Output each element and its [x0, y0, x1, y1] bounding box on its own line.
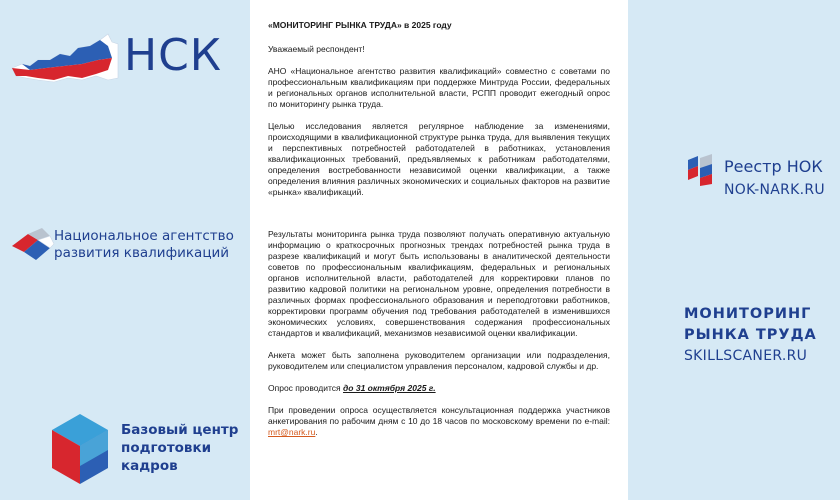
reestr-url[interactable]: NOK-NARK.RU	[724, 182, 825, 198]
paragraph-respondents: Анкета может быть заполнена руководителем организации или подразделения, руководителем или специалистом управления персоналом, кадровой службы и др.	[268, 350, 610, 371]
left-logo-panel	[0, 0, 250, 500]
nark-logo-line: Национальное агентство	[54, 228, 234, 244]
nsk-logo-text: НСК	[124, 30, 223, 81]
paragraph-support	[268, 405, 610, 438]
support-text: При проведении опроса осуществляется консультационная поддержка участников анкетирования по рабочим дням с 10 до 18 часов по московскому времени по e-mail:	[268, 405, 610, 426]
right-logo-panel	[628, 0, 840, 500]
monitoring-url[interactable]: SKILLSCANER.RU	[684, 348, 808, 364]
nark-logo-text	[54, 228, 234, 262]
paragraph-intro: АНО «Национальное агентство развития квалификаций» совместно с советами по профессиональным квалификациям при поддержке Минтруда России, федеральных и региональных органов исполнительной власти, РСПП проводит ежегодный опрос по мониторингу рынка труда.	[268, 66, 610, 109]
base-center-line: Базовый центр	[121, 422, 239, 438]
nark-logo-line: развития квалификаций	[54, 245, 230, 261]
support-email-link[interactable]: mrt@nark.ru	[268, 427, 316, 437]
paragraph-results: Результаты мониторинга рынка труда позволяют получать оперативную актуальную информацию о краткосрочных прогнозных трендах потребностей рынка труда в разрезе квалификаций и могут быть использованы в аналитической деятельности советов по профессиональным квалификациям, федеральных и региональных органов исполнительной власти, работодателей для корректировки планов по развитию кадровой политики на региональном уровне, определения потребности в различных формах профессионального образования и переподготовки работников, корректировки программ обучения под требования работодателей в изменившихся экономических условиях, совершенствования содержания профессиональных стандартов и квалификаций, механизмов независимой оценки квалификации.	[268, 229, 610, 338]
base-center-line: подготовки	[121, 440, 212, 456]
reestr-flag-icon	[686, 154, 716, 186]
base-center-cube-logo	[50, 412, 110, 486]
survey-deadline-line	[268, 383, 610, 394]
reestr-title: Реестр НОК	[724, 157, 823, 176]
base-center-line: кадров	[121, 458, 178, 474]
monitoring-line: РЫНКА ТРУДА	[684, 327, 817, 343]
survey-prefix: Опрос проводится	[268, 383, 344, 393]
monitoring-line: МОНИТОРИНГ	[684, 306, 812, 322]
survey-deadline: до 31 октября 2025 г.	[343, 383, 436, 393]
document-title: «МОНИТОРИНГ РЫНКА ТРУДА» в 2025 году	[268, 20, 452, 30]
base-center-text	[121, 421, 238, 475]
survey-document	[250, 0, 628, 500]
paragraph-goal: Целью исследования является регулярное наблюдение за изменениями, происходящими в квалификационной структуре рынка труда, для выявления текущих и перспективных потребностей работодателей в работниках, установления квалификационных требований, предъявляемых к работникам работодателями, определения востребованности независимой оценки квалификации, а также определения влияния различных экономических и социальных факторов на развитие «рынка» квалификаций.	[268, 121, 610, 197]
greeting: Уважаемый респондент!	[268, 44, 365, 54]
monitoring-title	[684, 304, 817, 346]
support-end: .	[315, 427, 318, 437]
